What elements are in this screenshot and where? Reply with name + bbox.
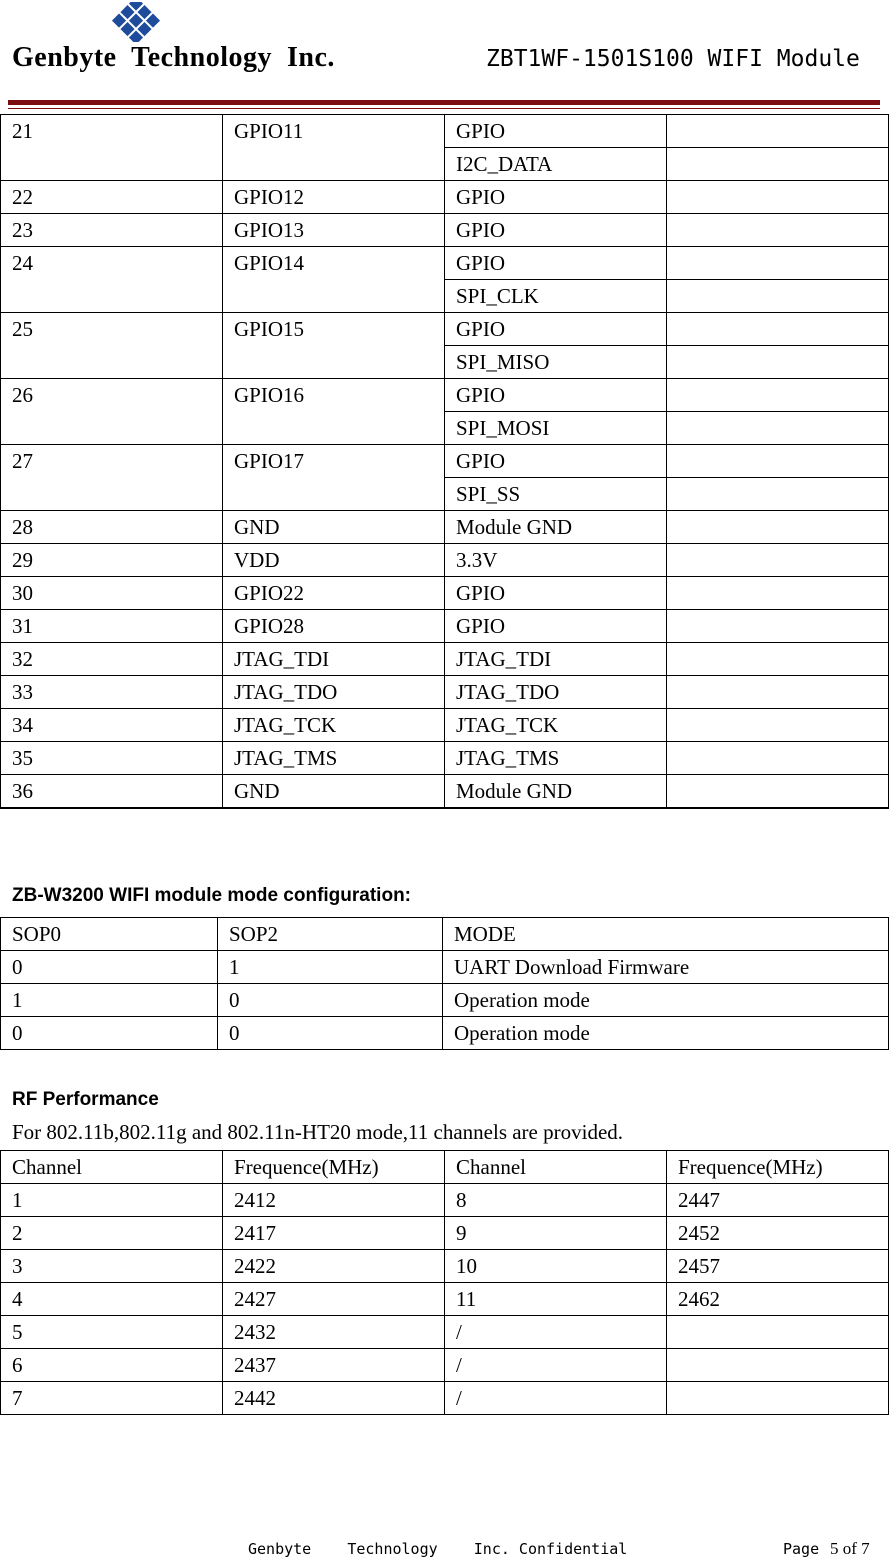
pin-function-cell: JTAG_TDI [445, 643, 667, 676]
pin-number-cell: 24 [1, 247, 223, 313]
rf-channel-table [0, 1150, 889, 1415]
table-cell: / [445, 1316, 667, 1349]
pin-note-cell [667, 379, 889, 412]
footer-page-label: Page [783, 1540, 820, 1558]
pin-note-cell [667, 742, 889, 775]
pin-note-cell [667, 412, 889, 445]
column-header: Channel [1, 1151, 223, 1184]
pin-note-cell [667, 313, 889, 346]
pin-number-cell: 29 [1, 544, 223, 577]
table-cell: 2442 [223, 1382, 445, 1415]
pin-number-cell: 23 [1, 214, 223, 247]
column-header: Frequence(MHz) [667, 1151, 889, 1184]
table-cell: 11 [445, 1283, 667, 1316]
pin-function-cell: GPIO [445, 214, 667, 247]
rf-performance-heading: RF Performance [12, 1089, 159, 1110]
pin-name-cell: GPIO11 [223, 115, 445, 181]
company-name: Genbyte Technology Inc. [12, 42, 335, 73]
pin-number-cell: 31 [1, 610, 223, 643]
column-header: SOP2 [218, 918, 443, 951]
table-cell: UART Download Firmware [443, 951, 889, 984]
pin-function-cell: GPIO [445, 115, 667, 148]
pin-note-cell [667, 445, 889, 478]
table-row [1, 247, 889, 280]
table-cell: 1 [1, 984, 218, 1017]
pin-name-cell: GPIO15 [223, 313, 445, 379]
pin-note-cell [667, 148, 889, 181]
table-row [1, 214, 889, 247]
pin-note-cell [667, 577, 889, 610]
pin-function-cell: JTAG_TMS [445, 742, 667, 775]
pin-note-cell [667, 709, 889, 742]
pin-number-cell: 30 [1, 577, 223, 610]
pin-name-cell: GPIO17 [223, 445, 445, 511]
pin-function-cell: GPIO [445, 379, 667, 412]
pin-function-cell: Module GND [445, 775, 667, 809]
table-cell: 0 [218, 984, 443, 1017]
table-row [1, 984, 889, 1017]
table-cell: 2427 [223, 1283, 445, 1316]
pin-number-cell: 33 [1, 676, 223, 709]
column-header: Frequence(MHz) [223, 1151, 445, 1184]
column-header: SOP0 [1, 918, 218, 951]
table-row [1, 709, 889, 742]
table-row [1, 1382, 889, 1415]
pin-note-cell [667, 247, 889, 280]
table-row [1, 379, 889, 412]
table-cell: / [445, 1349, 667, 1382]
pin-function-cell: SPI_MOSI [445, 412, 667, 445]
table-cell: 2437 [223, 1349, 445, 1382]
table-row [1, 511, 889, 544]
table-row [1, 544, 889, 577]
pin-name-cell: JTAG_TDO [223, 676, 445, 709]
table-row [1, 676, 889, 709]
pin-function-cell: GPIO [445, 445, 667, 478]
pin-number-cell: 27 [1, 445, 223, 511]
pin-name-cell: GPIO13 [223, 214, 445, 247]
table-row [1, 1017, 889, 1050]
pin-note-cell [667, 346, 889, 379]
table-cell [667, 1349, 889, 1382]
table-cell: 2457 [667, 1250, 889, 1283]
pin-name-cell: GND [223, 511, 445, 544]
table-header-row [1, 1151, 889, 1184]
table-cell: 0 [1, 1017, 218, 1050]
column-header: MODE [443, 918, 889, 951]
mode-config-heading: ZB-W3200 WIFI module mode configuration: [12, 885, 411, 906]
pin-note-cell [667, 214, 889, 247]
table-cell [667, 1316, 889, 1349]
pin-name-cell: GPIO22 [223, 577, 445, 610]
table-cell: / [445, 1382, 667, 1415]
pin-name-cell: VDD [223, 544, 445, 577]
table-row [1, 181, 889, 214]
pin-function-cell: GPIO [445, 181, 667, 214]
column-header: Channel [445, 1151, 667, 1184]
table-cell: 2447 [667, 1184, 889, 1217]
pin-number-cell: 28 [1, 511, 223, 544]
mode-config-table [0, 917, 889, 1050]
pin-function-cell: JTAG_TDO [445, 676, 667, 709]
pin-function-cell: JTAG_TCK [445, 709, 667, 742]
table-row [1, 1217, 889, 1250]
pin-number-cell: 36 [1, 775, 223, 809]
table-cell: 9 [445, 1217, 667, 1250]
pin-number-cell: 32 [1, 643, 223, 676]
pin-name-cell: JTAG_TMS [223, 742, 445, 775]
pin-note-cell [667, 181, 889, 214]
table-cell: 0 [1, 951, 218, 984]
pin-number-cell: 22 [1, 181, 223, 214]
table-header-row [1, 918, 889, 951]
pin-function-cell: GPIO [445, 610, 667, 643]
table-row [1, 1316, 889, 1349]
document-title: ZBT1WF-1501S100 WIFI Module [486, 46, 860, 72]
pin-note-cell [667, 643, 889, 676]
table-cell: 5 [1, 1316, 223, 1349]
table-cell: 1 [1, 1184, 223, 1217]
pin-note-cell [667, 610, 889, 643]
pin-name-cell: GND [223, 775, 445, 809]
pin-function-cell: GPIO [445, 577, 667, 610]
pin-note-cell [667, 478, 889, 511]
table-row [1, 951, 889, 984]
pin-name-cell: GPIO16 [223, 379, 445, 445]
footer-page-number: 5 of 7 [830, 1539, 870, 1558]
company-logo-icon [98, 2, 174, 42]
table-row [1, 445, 889, 478]
header-rule-thick [8, 100, 880, 105]
pin-name-cell: JTAG_TDI [223, 643, 445, 676]
table-row [1, 610, 889, 643]
pin-function-cell: SPI_CLK [445, 280, 667, 313]
pin-function-cell: SPI_SS [445, 478, 667, 511]
table-row [1, 577, 889, 610]
footer-confidential: Genbyte Technology Inc. Confidential [248, 1540, 628, 1558]
pin-number-cell: 35 [1, 742, 223, 775]
table-row [1, 742, 889, 775]
table-cell: 10 [445, 1250, 667, 1283]
pin-function-cell: 3.3V [445, 544, 667, 577]
table-cell: 1 [218, 951, 443, 984]
pin-function-cell: I2C_DATA [445, 148, 667, 181]
pin-note-cell [667, 511, 889, 544]
table-cell: 7 [1, 1382, 223, 1415]
table-cell [667, 1382, 889, 1415]
pin-number-cell: 26 [1, 379, 223, 445]
pin-note-cell [667, 115, 889, 148]
table-cell: 2462 [667, 1283, 889, 1316]
table-row [1, 1283, 889, 1316]
table-row [1, 115, 889, 148]
pin-name-cell: GPIO14 [223, 247, 445, 313]
table-cell: Operation mode [443, 1017, 889, 1050]
pin-function-cell: Module GND [445, 511, 667, 544]
pin-function-cell: SPI_MISO [445, 346, 667, 379]
pin-definition-table [0, 114, 889, 809]
table-cell: 8 [445, 1184, 667, 1217]
pin-function-cell: GPIO [445, 313, 667, 346]
pin-number-cell: 25 [1, 313, 223, 379]
pin-number-cell: 21 [1, 115, 223, 181]
pin-name-cell: GPIO12 [223, 181, 445, 214]
table-row [1, 1184, 889, 1217]
pin-note-cell [667, 544, 889, 577]
table-row [1, 643, 889, 676]
rf-performance-description: For 802.11b,802.11g and 802.11n-HT20 mode,11 channels are provided. [12, 1120, 624, 1144]
pin-number-cell: 34 [1, 709, 223, 742]
table-cell: 0 [218, 1017, 443, 1050]
table-row [1, 313, 889, 346]
table-cell: 3 [1, 1250, 223, 1283]
table-row [1, 775, 889, 809]
table-cell: 6 [1, 1349, 223, 1382]
pin-function-cell: GPIO [445, 247, 667, 280]
pin-name-cell: GPIO28 [223, 610, 445, 643]
table-row [1, 1250, 889, 1283]
table-cell: 2452 [667, 1217, 889, 1250]
table-cell: 2432 [223, 1316, 445, 1349]
pin-note-cell [667, 676, 889, 709]
pin-note-cell [667, 280, 889, 313]
pin-name-cell: JTAG_TCK [223, 709, 445, 742]
header-rule-thin [8, 108, 880, 109]
table-row [1, 1349, 889, 1382]
table-cell: Operation mode [443, 984, 889, 1017]
pin-note-cell [667, 775, 889, 809]
table-cell: 2417 [223, 1217, 445, 1250]
table-cell: 2422 [223, 1250, 445, 1283]
table-cell: 2412 [223, 1184, 445, 1217]
table-cell: 2 [1, 1217, 223, 1250]
table-cell: 4 [1, 1283, 223, 1316]
